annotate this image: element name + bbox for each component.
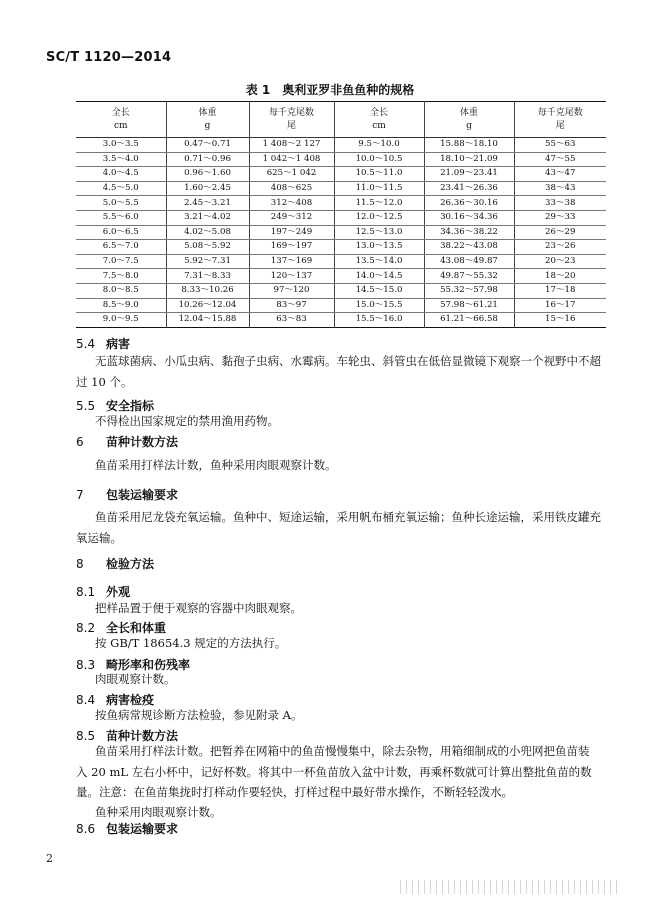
standard-code: SC/T 1120—2014 (46, 50, 172, 65)
col-header: 每千克尾数 尾 (514, 102, 606, 138)
table-cell: 2.45～3.21 (166, 196, 249, 211)
table-cell: 3.5～4.0 (76, 152, 166, 167)
section-heading: 8.2 全长和体重 (76, 621, 167, 635)
table-cell: 169～197 (249, 240, 334, 255)
table-cell: 120～137 (249, 269, 334, 284)
table-cell: 5.08～5.92 (166, 240, 249, 255)
table-cell: 23～26 (514, 240, 606, 255)
table-cell: 3.0～3.5 (76, 138, 166, 153)
table-cell: 47～55 (514, 152, 606, 167)
table-cell: 625～1 042 (249, 167, 334, 182)
col-header: 全长 cm (76, 102, 166, 138)
table-cell: 12.5～13.0 (334, 225, 424, 240)
table-cell: 49.87～55.32 (424, 269, 514, 284)
scan-edge-mark (400, 880, 620, 894)
paragraph-line: 按 GB/T 18654.3 规定的方法执行。 (95, 636, 287, 650)
table-cell: 14.0～14.5 (334, 269, 424, 284)
table-row (76, 138, 606, 153)
table-cell: 7.0～7.5 (76, 254, 166, 269)
table-cell: 20～23 (514, 254, 606, 269)
table-row (76, 181, 606, 196)
table-cell: 9.5～10.0 (334, 138, 424, 153)
table-cell: 5.0～5.5 (76, 196, 166, 211)
table-cell: 18～20 (514, 269, 606, 284)
table-row (76, 196, 606, 211)
table-cell: 38.22～43.08 (424, 240, 514, 255)
paragraph-line: 量。注意：在鱼苗集拢时打样动作要轻快，打样过程中最好带水操作，不断轻轻泼水。 (76, 785, 513, 799)
table-cell: 43～47 (514, 167, 606, 182)
table-cell: 6.0～6.5 (76, 225, 166, 240)
table-cell: 249～312 (249, 210, 334, 225)
section-heading: 8.4 病害检疫 (76, 693, 155, 707)
paragraph-line: 鱼种采用肉眼观察计数。 (95, 805, 222, 819)
table-cell: 11.0～11.5 (334, 181, 424, 196)
table-row (76, 283, 606, 298)
col-header: 每千克尾数 尾 (249, 102, 334, 138)
section-heading: 7 包装运输要求 (76, 488, 179, 502)
table-cell: 12.0～12.5 (334, 210, 424, 225)
table-cell: 1.60～2.45 (166, 181, 249, 196)
section-heading: 8.5 苗种计数方法 (76, 729, 179, 743)
paragraph-line: 无蓝球菌病、小瓜虫病、黏孢子虫病、水霉病。车轮虫、斜管虫在低倍显微镜下观察一个视野中不超 (95, 354, 601, 368)
table-row (76, 254, 606, 269)
paragraph-line: 鱼苗采用打样法计数，鱼种采用肉眼观察计数。 (95, 458, 337, 472)
table-cell: 55～63 (514, 138, 606, 153)
table-cell: 55.32～57.98 (424, 283, 514, 298)
table-row (76, 210, 606, 225)
table-cell: 17～18 (514, 283, 606, 298)
table-cell: 0.71～0.96 (166, 152, 249, 167)
table-cell: 21.09～23.41 (424, 167, 514, 182)
table-cell: 3.21～4.02 (166, 210, 249, 225)
table-cell: 29～33 (514, 210, 606, 225)
table-cell: 11.5～12.0 (334, 196, 424, 211)
table-caption: 表 1 奥利亚罗非鱼鱼种的规格 (245, 83, 415, 97)
table-cell: 10.5～11.0 (334, 167, 424, 182)
paragraph-line: 鱼苗采用打样法计数。把暂养在网箱中的鱼苗慢慢集中，除去杂物，用箱细制成的小兜网把鱼苗装 (95, 744, 590, 758)
table-cell: 13.0～13.5 (334, 240, 424, 255)
table-cell: 408～625 (249, 181, 334, 196)
table-cell: 4.0～4.5 (76, 167, 166, 182)
col-header: 体重 g (424, 102, 514, 138)
table-cell: 16～17 (514, 298, 606, 313)
table-cell: 15～16 (514, 313, 606, 328)
spec-table (76, 101, 606, 328)
paragraph-line: 把样品置于便于观察的容器中肉眼观察。 (95, 601, 302, 615)
section-heading: 8.1 外观 (76, 585, 131, 599)
table-cell: 9.0～9.5 (76, 313, 166, 328)
table-cell: 15.88～18.10 (424, 138, 514, 153)
table-cell: 15.0～15.5 (334, 298, 424, 313)
section-heading: 8.3 畸形率和伤残率 (76, 658, 191, 672)
table-cell: 18.10～21.09 (424, 152, 514, 167)
table-cell: 0.96～1.60 (166, 167, 249, 182)
table-cell: 197～249 (249, 225, 334, 240)
paragraph-line: 鱼苗采用尼龙袋充氧运输。鱼种中、短途运输，采用帆布桶充氧运输；鱼种长途运输，采用铁皮罐充 (95, 510, 601, 524)
table-cell: 312～408 (249, 196, 334, 211)
col-header: 体重 g (166, 102, 249, 138)
col-header: 全长 cm (334, 102, 424, 138)
table-cell: 13.5～14.0 (334, 254, 424, 269)
table-cell: 137～169 (249, 254, 334, 269)
table-cell: 7.31～8.33 (166, 269, 249, 284)
table-cell: 63～83 (249, 313, 334, 328)
table-cell: 26.36～30.16 (424, 196, 514, 211)
table-cell: 1 408～2 127 (249, 138, 334, 153)
table-row (76, 152, 606, 167)
section-heading: 8.6 包装运输要求 (76, 822, 179, 836)
page-number: 2 (46, 852, 53, 865)
table-cell: 34.36～38.22 (424, 225, 514, 240)
table-row (76, 269, 606, 284)
table-cell: 83～97 (249, 298, 334, 313)
section-heading: 8 检验方法 (76, 557, 155, 571)
table-cell: 43.08～49.87 (424, 254, 514, 269)
paragraph-line: 入 20 mL 左右小杯中，记好杯数。将其中一杯鱼苗放入盆中计数，再乘杯数就可计算出整批鱼苗的数 (76, 765, 592, 779)
table-header-row (76, 102, 606, 138)
section-heading: 6 苗种计数方法 (76, 435, 179, 449)
table-cell: 0.47～0.71 (166, 138, 249, 153)
table-cell: 26～29 (514, 225, 606, 240)
table-cell: 23.41～26.36 (424, 181, 514, 196)
table-row (76, 225, 606, 240)
table-cell: 30.16～34.36 (424, 210, 514, 225)
table-row (76, 167, 606, 182)
table-cell: 57.98～61.21 (424, 298, 514, 313)
paragraph-line: 肉眼观察计数。 (95, 672, 176, 686)
table-cell: 8.5～9.0 (76, 298, 166, 313)
table-cell: 8.33～10.26 (166, 283, 249, 298)
table-cell: 4.02～5.08 (166, 225, 249, 240)
table-cell: 5.92～7.31 (166, 254, 249, 269)
table-cell: 14.5～15.0 (334, 283, 424, 298)
table-cell: 61.21～66.58 (424, 313, 514, 328)
table-cell: 33～38 (514, 196, 606, 211)
table-cell: 10.0～10.5 (334, 152, 424, 167)
table-cell: 1 042～1 408 (249, 152, 334, 167)
table-cell: 15.5～16.0 (334, 313, 424, 328)
table-cell: 6.5～7.0 (76, 240, 166, 255)
table-cell: 5.5～6.0 (76, 210, 166, 225)
section-heading: 5.5 安全指标 (76, 399, 155, 413)
table-cell: 10.26～12.04 (166, 298, 249, 313)
table-cell: 4.5～5.0 (76, 181, 166, 196)
paragraph-line: 氧运输。 (76, 531, 122, 545)
table-cell: 12.04～15.88 (166, 313, 249, 328)
table-row (76, 313, 606, 328)
table-cell: 7.5～8.0 (76, 269, 166, 284)
table-row (76, 298, 606, 313)
paragraph-line: 不得检出国家规定的禁用渔用药物。 (95, 414, 279, 428)
table-cell: 8.0～8.5 (76, 283, 166, 298)
paragraph-line: 过 10 个。 (76, 375, 133, 389)
table-cell: 38～43 (514, 181, 606, 196)
paragraph-line: 按鱼病常规诊断方法检验，参见附录 A。 (95, 708, 303, 722)
section-heading: 5.4 病害 (76, 337, 131, 351)
table-row (76, 240, 606, 255)
table-cell: 97～120 (249, 283, 334, 298)
